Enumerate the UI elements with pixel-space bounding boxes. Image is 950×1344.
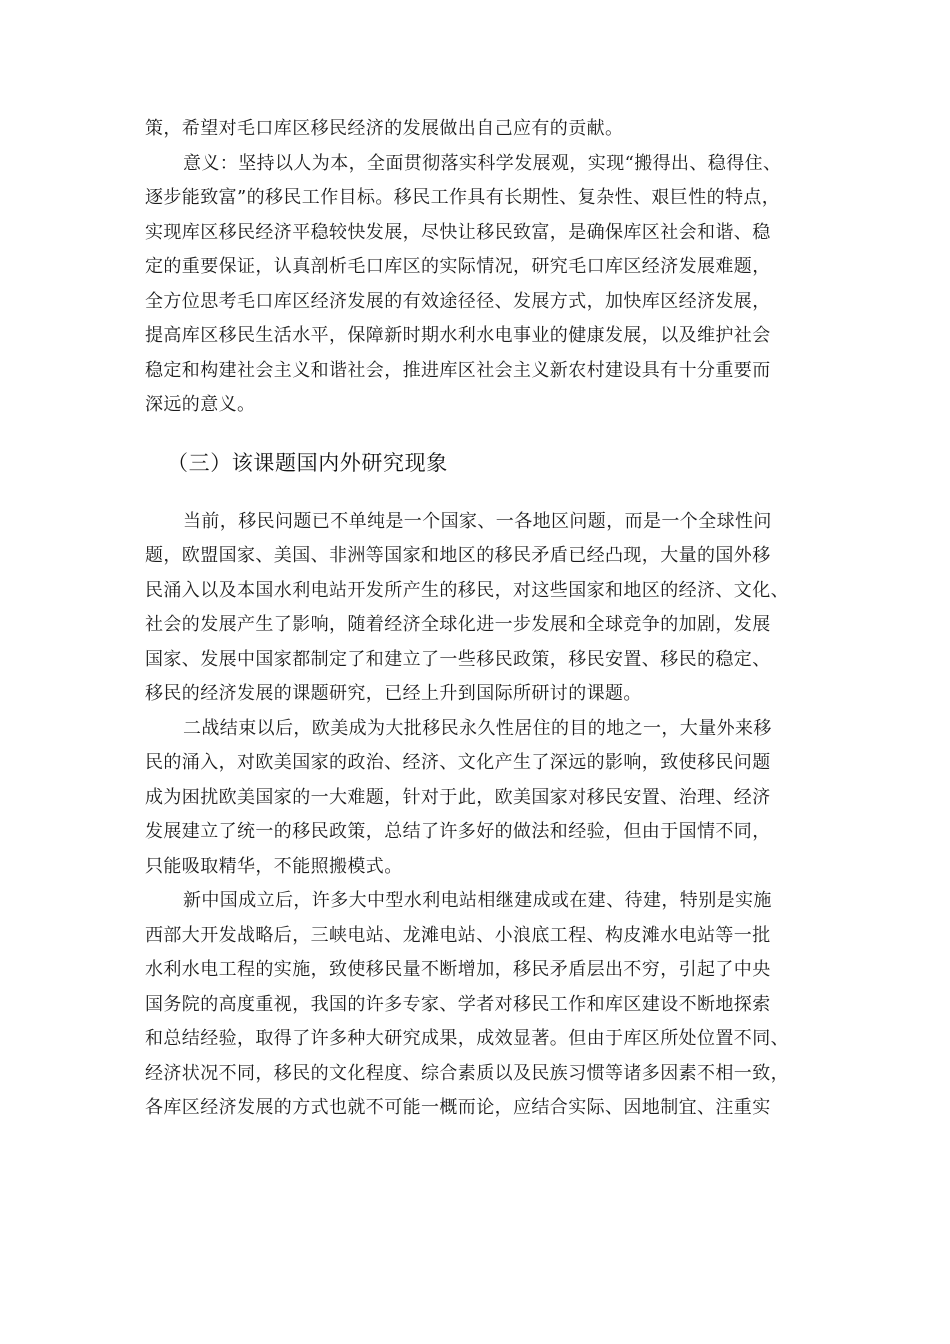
text-line: 国务院的高度重视，我国的许多专家、学者对移民工作和库区建设不断地探索: [145, 993, 771, 1015]
text-line: 发展建立了统一的移民政策，总结了许多好的做法和经验，但由于国情不同，: [145, 821, 771, 842]
document-body: [145, 112, 815, 1126]
text-line: 深远的意义。: [145, 394, 256, 415]
text-line: 二战结束以后，欧美成为大批移民永久性居住的目的地之一，大量外来移: [183, 717, 772, 739]
paragraph-current-status: [145, 505, 815, 712]
text-line: 稳定和构建社会主义和谐社会，推进库区社会主义新农村建设具有十分重要而: [145, 359, 771, 381]
text-line: 各库区经济发展的方式也就不可能一概而论，应结合实际、因地制宜、注重实: [145, 1097, 771, 1118]
text-line: 民的涌入，对欧美国家的政治、经济、文化产生了深远的影响，致使移民问题: [145, 752, 771, 773]
text-line: 和总结经验，取得了许多种大研究成果，成效显著。但由于库区所处位置不同、: [145, 1028, 789, 1049]
text-line: 意义：坚持以人为本，全面贯彻落实科学发展观，实现“搬得出、稳得住、: [183, 152, 782, 174]
text-line: 实现库区移民经济平稳较快发展，尽快让移民致富，是确保库区社会和谐、稳: [145, 221, 771, 243]
paragraph-postwar: [145, 712, 815, 885]
text-line: 西部大开发战略后，三峡电站、龙滩电站、小浪底工程、构皮滩水电站等一批: [145, 924, 771, 946]
text-line: 新中国成立后，许多大中型水利电站相继建成或在建、待建，特别是实施: [183, 890, 772, 911]
text-line: 经济状况不同，移民的文化程度、综合素质以及民族习惯等诸多因素不相一致，: [145, 1062, 789, 1084]
text-line: 水利水电工程的实施，致使移民量不断增加，移民矛盾层出不穷，引起了中央: [145, 959, 771, 980]
text-line: 定的重要保证，认真剖析毛口库区的实际情况，研究毛口库区经济发展难题，: [145, 256, 771, 277]
text-line: 提高库区移民生活水平，保障新时期水利水电事业的健康发展，以及维护社会: [145, 325, 771, 346]
paragraph-new-china: [145, 884, 815, 1126]
text-line: 移民的经济发展的课题研究，已经上升到国际所研讨的课题。: [145, 683, 642, 704]
text-line: 民涌入以及本国水利电站开发所产生的移民，对这些国家和地区的经济、文化、: [145, 579, 789, 601]
paragraph-significance: [145, 147, 815, 423]
text-line: 只能吸取精华，不能照搬模式。: [145, 855, 403, 877]
text-line: 当前，移民问题已不单纯是一个国家、一各地区问题，而是一个全球性问: [183, 510, 772, 532]
text-line: 全方位思考毛口库区经济发展的有效途径径、发展方式，加快库区经济发展，: [145, 290, 771, 312]
text-line: 国家、发展中国家都制定了和建立了一些移民政策，移民安置、移民的稳定、: [145, 648, 771, 670]
text-line: 成为困扰欧美国家的一大难题，针对于此，欧美国家对移民安置、治理、经济: [145, 786, 771, 808]
text-line: 策，希望对毛口库区移民经济的发展做出自己应有的贡献。: [145, 118, 624, 139]
text-line: 逐步能致富”的移民工作目标。移民工作具有长期性、复杂性、艰巨性的特点，: [145, 187, 781, 208]
section-heading-wrap: [145, 441, 815, 485]
text-line: 题，欧盟国家、美国、非洲等国家和地区的移民矛盾已经凸现，大量的国外移: [145, 545, 771, 566]
paragraph-purpose-end: [145, 112, 815, 147]
text-line: 社会的发展产生了影响，随着经济全球化进一步发展和全球竞争的加剧，发展: [145, 614, 771, 635]
section-heading: （三）该课题国内外研究现象: [167, 450, 448, 475]
